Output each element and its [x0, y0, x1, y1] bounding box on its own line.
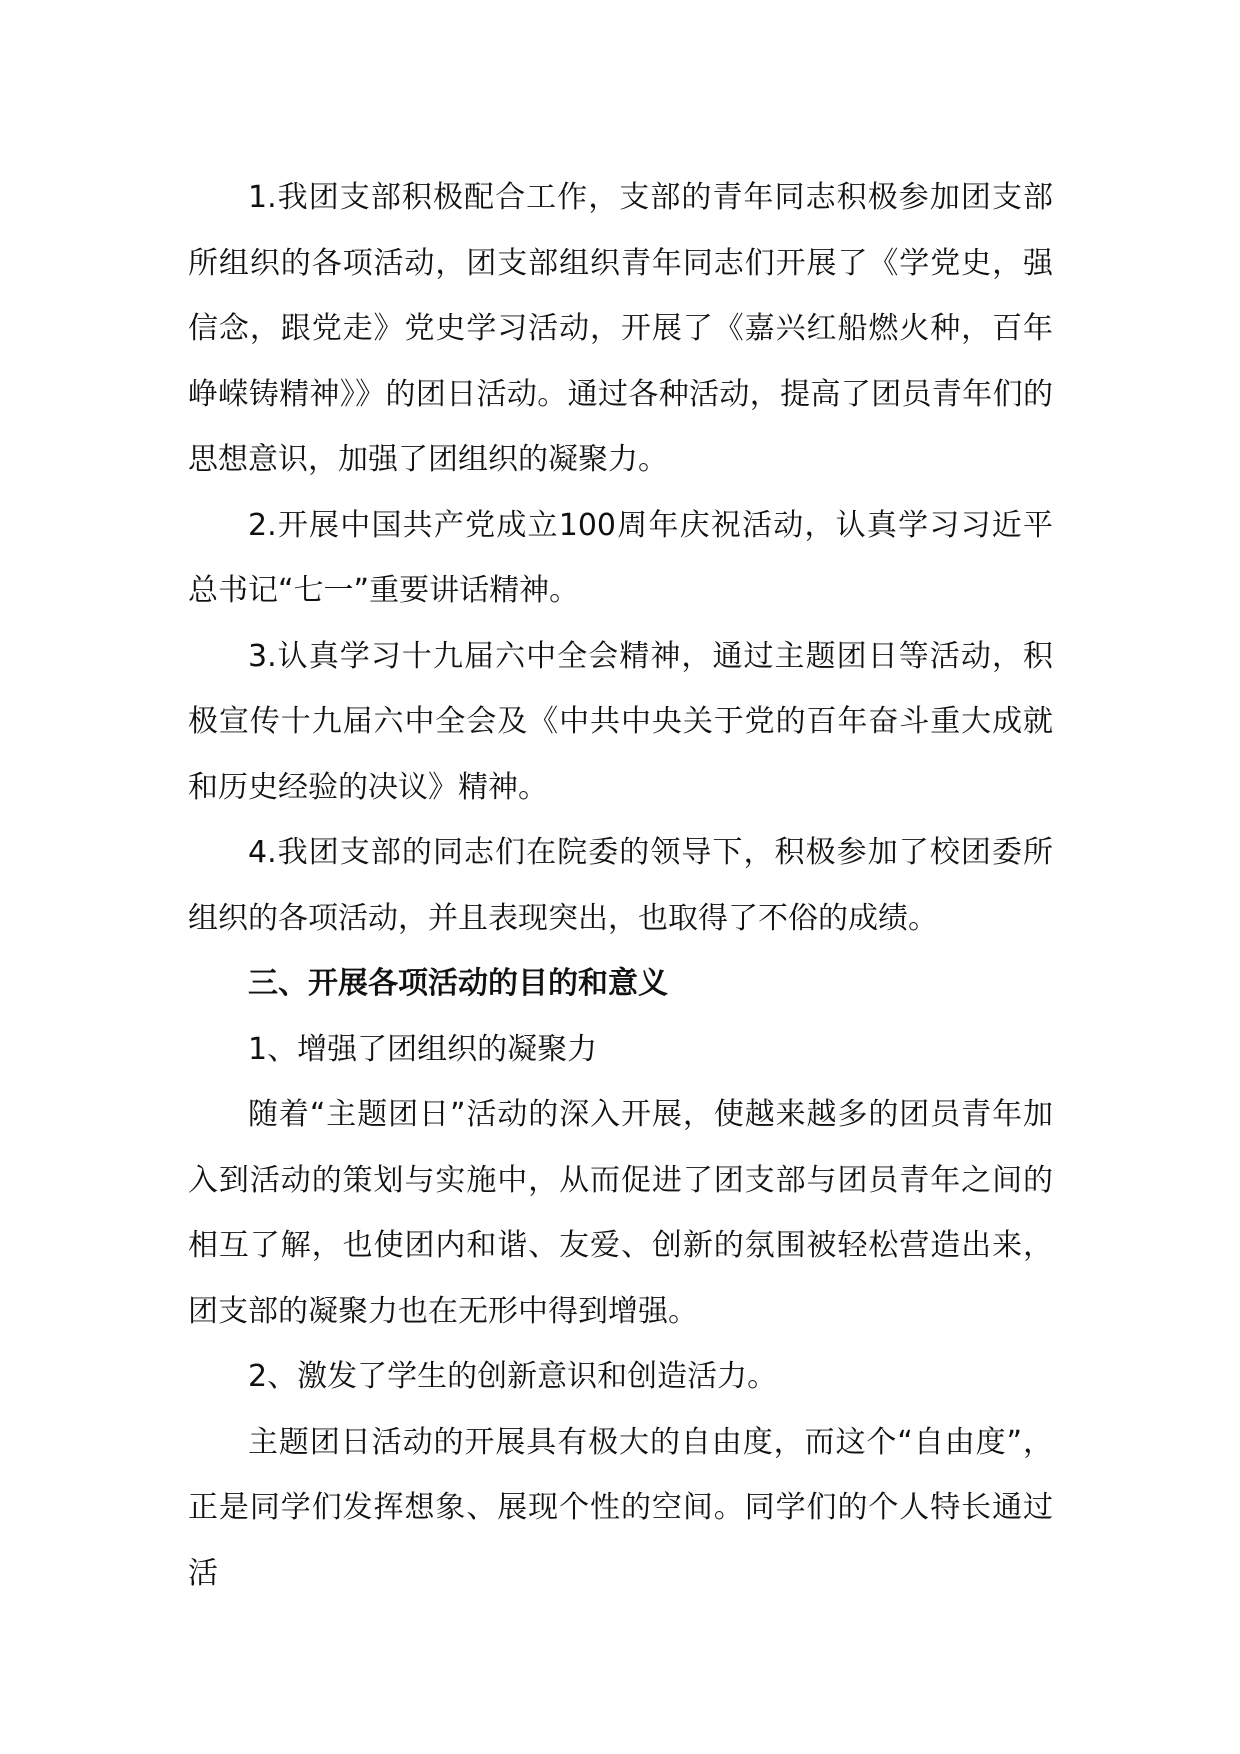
document-body	[188, 165, 1053, 1606]
paragraph-item-4: 4.我团支部的同志们在院委的领导下，积极参加了校团委所组织的各项活动，并且表现突出，也取得了不俗的成绩。	[188, 835, 1053, 936]
subheading-cohesion: 1、增强了团组织的凝聚力	[248, 1031, 598, 1067]
section-heading: 三、开展各项活动的目的和意义	[248, 966, 668, 1001]
paragraph-item-3: 3.认真学习十九届六中全会精神，通过主题团日等活动，积极宣传十九届六中全会及《中共中央关于党的百年奋斗重大成就和历史经验的决议》精神。	[188, 638, 1053, 805]
subheading-innovation: 2、激发了学生的创新意识和创造活力。	[248, 1359, 778, 1394]
paragraph-item-1: 1.我团支部积极配合工作，支部的青年同志积极参加团支部所组织的各项活动，团支部组织青年同志们开展了《学党史，强信念，跟党走》党史学习活动，开展了《嘉兴红船燃火种，百年峥嵘铸精神》》的团日活动。通过各种活动，提高了团员青年们的思想意识，加强了团组织的凝聚力。	[188, 180, 1053, 477]
paragraph-item-2: 2.开展中国共产党成立100周年庆祝活动，认真学习习近平总书记“七一”重要讲话精神。	[188, 507, 1053, 608]
paragraph-innovation: 主题团日活动的开展具有极大的自由度，而这个“自由度”，正是同学们发挥想象、展现个性的空间。同学们的个人特长通过活	[188, 1424, 1053, 1591]
paragraph-cohesion: 随着“主题团日”活动的深入开展，使越来越多的团员青年加入到活动的策划与实施中，从而促进了团支部与团员青年之间的相互了解，也使团内和谐、友爱、创新的氛围被轻松营造出来，团支部的凝聚力也在无形中得到增强。	[188, 1097, 1053, 1329]
